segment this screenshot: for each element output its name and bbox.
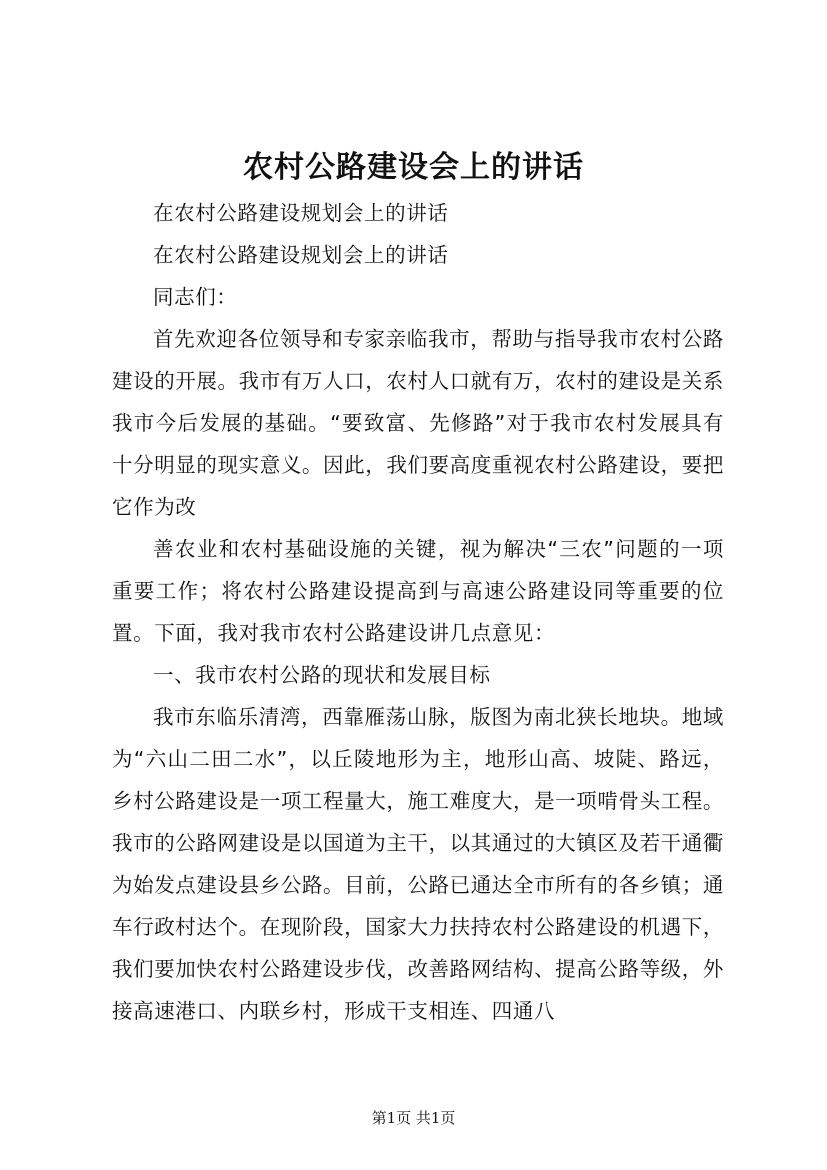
page-footer [0,1108,827,1128]
body-paragraph: 我市东临乐清湾，西靠雁荡山脉，版图为南北狭长地块。地域为“六山二田二水”，以丘陵地形为主，地形山高、坡陡、路远，乡村公路建设是一项工程量大，施工难度大，是一项啃骨头工程。我市的公路网建设是以国道为主干，以其通过的大镇区及若干通衢为始发点建设县乡公路。目前，公路已通达全市所有的各乡镇；通车行政村达个。在现阶段，国家大力扶持农村公路建设的机遇下，我们要加快农村公路建设步伐，改善路网结构、提高公路等级，外接高速港口、内联乡村，形成干支相连、四通八 [112,705,724,1023]
document-body [112,192,724,1032]
subtitle-paragraph: 在农村公路建设规划会上的讲话 [153,243,449,267]
section-heading: 一、我市农村公路的现状和发展目标 [153,663,491,687]
body-paragraph: 善农业和农村基础设施的关键，视为解决“三农”问题的一项重要工作；将农村公路建设提高到与高速公路建设同等重要的位置。下面，我对我市农村公路建设讲几点意见： [112,537,724,645]
body-paragraph: 首先欢迎各位领导和专家亲临我市，帮助与指导我市农村公路建设的开展。我市有万人口，农村人口就有万，农村的建设是关系我市今后发展的基础。“要致富、先修路”对于我市农村发展具有十分明显的现实意义。因此，我们要高度重视农村公路建设，要把它作为改 [112,327,724,519]
document-title: 农村公路建设会上的讲话 [243,150,584,185]
page-number-label: 第1页 共1页 [371,1109,456,1127]
salutation-paragraph: 同志们： [153,285,238,309]
subtitle-paragraph: 在农村公路建设规划会上的讲话 [153,201,449,225]
